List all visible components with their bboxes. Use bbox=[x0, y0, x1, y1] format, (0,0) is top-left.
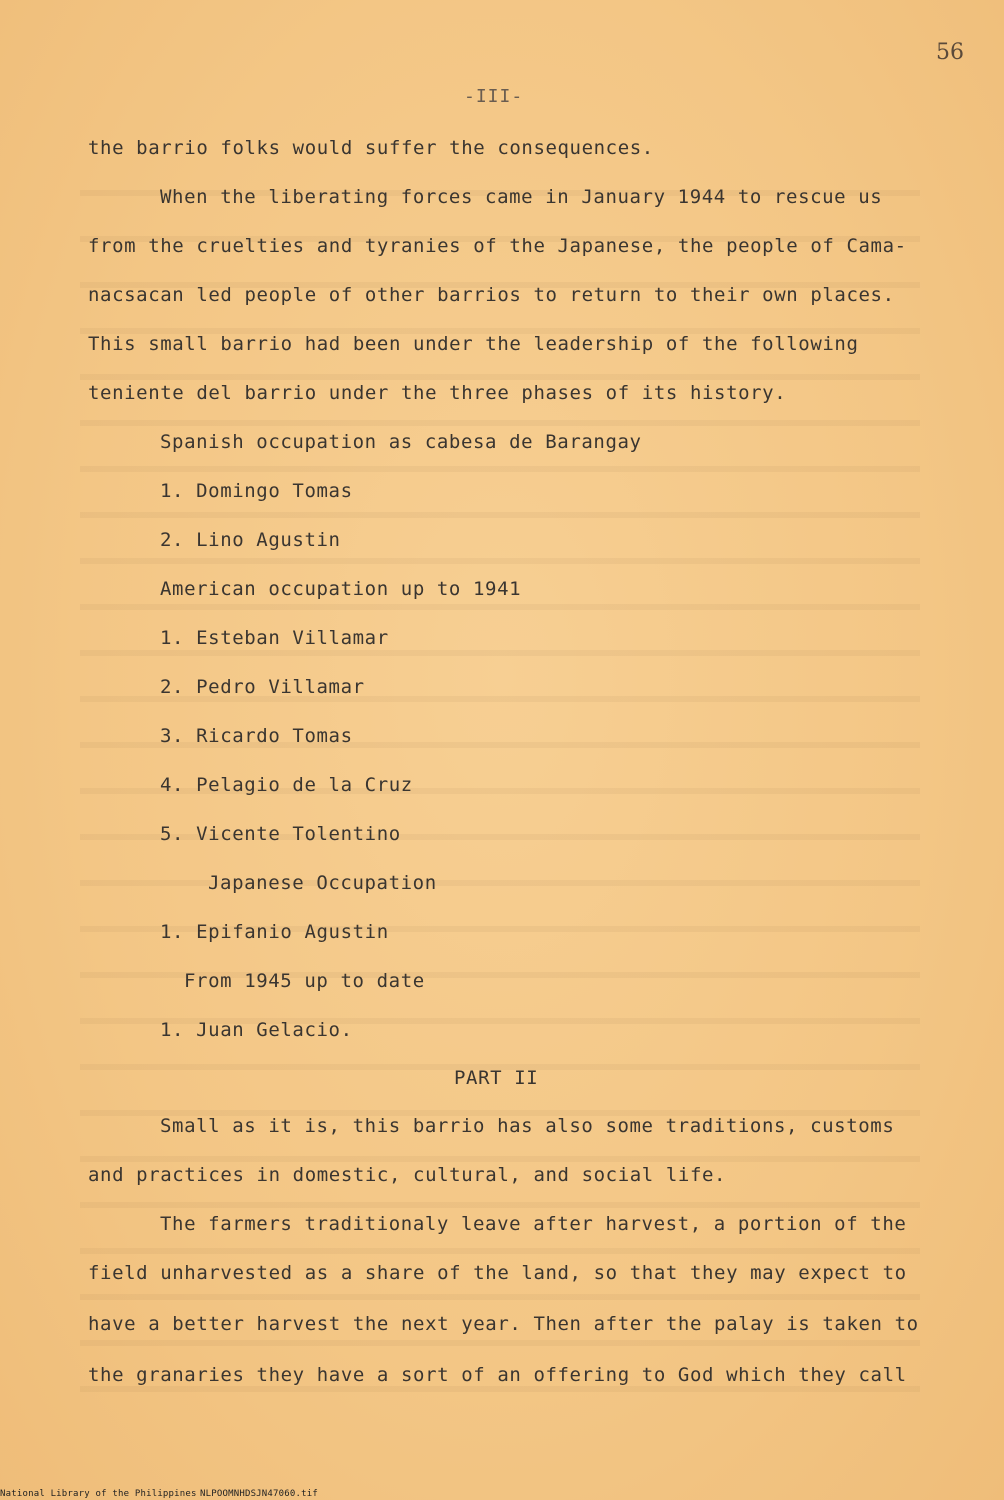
section-heading: From 1945 up to date bbox=[184, 970, 425, 992]
list-item: 1. Domingo Tomas bbox=[160, 480, 353, 502]
footer-library: National Library of the Philippines bbox=[0, 1489, 197, 1499]
text-line: the barrio folks would suffer the consequences. bbox=[88, 137, 654, 159]
section-heading: American occupation up to 1941 bbox=[160, 578, 522, 600]
text-line: The farmers traditionaly leave after harvest, a portion of the bbox=[160, 1213, 907, 1235]
text-line: This small barrio had been under the leadership of the following bbox=[88, 333, 859, 355]
text-line: Small as it is, this barrio has also some traditions, customs bbox=[160, 1115, 895, 1137]
text-line: and practices in domestic, cultural, and social life. bbox=[88, 1164, 727, 1186]
text-line: When the liberating forces came in January 1944 to rescue us bbox=[160, 186, 883, 208]
list-item: 3. Ricardo Tomas bbox=[160, 725, 353, 747]
text-line: have a better harvest the next year. Then after the palay is taken to bbox=[88, 1313, 919, 1335]
text-line: the granaries they have a sort of an offering to God which they call bbox=[88, 1364, 907, 1386]
text-line: nacsacan led people of other barrios to return to their own places. bbox=[88, 284, 895, 306]
list-item: 5. Vicente Tolentino bbox=[160, 823, 401, 845]
list-item: 2. Pedro Villamar bbox=[160, 676, 365, 698]
footer-filename: NLPOOMNHDSJN47060.tif bbox=[200, 1489, 318, 1499]
part-heading: PART II bbox=[454, 1067, 539, 1089]
section-heading: Spanish occupation as cabesa de Barangay bbox=[160, 431, 642, 453]
page-number: 56 bbox=[936, 40, 964, 65]
list-item: 4. Pelagio de la Cruz bbox=[160, 774, 413, 796]
section-heading: Japanese Occupation bbox=[208, 872, 437, 894]
list-item: 1. Epifanio Agustin bbox=[160, 921, 389, 943]
text-line: from the cruelties and tyranies of the Japanese, the people of Cama- bbox=[88, 235, 907, 257]
text-line: teniente del barrio under the three phases of its history. bbox=[88, 382, 787, 404]
section-mark: -III- bbox=[464, 86, 524, 107]
list-item: 1. Juan Gelacio. bbox=[160, 1019, 353, 1041]
list-item: 2. Lino Agustin bbox=[160, 529, 341, 551]
text-line: field unharvested as a share of the land, so that they may expect to bbox=[88, 1262, 907, 1284]
list-item: 1. Esteban Villamar bbox=[160, 627, 389, 649]
